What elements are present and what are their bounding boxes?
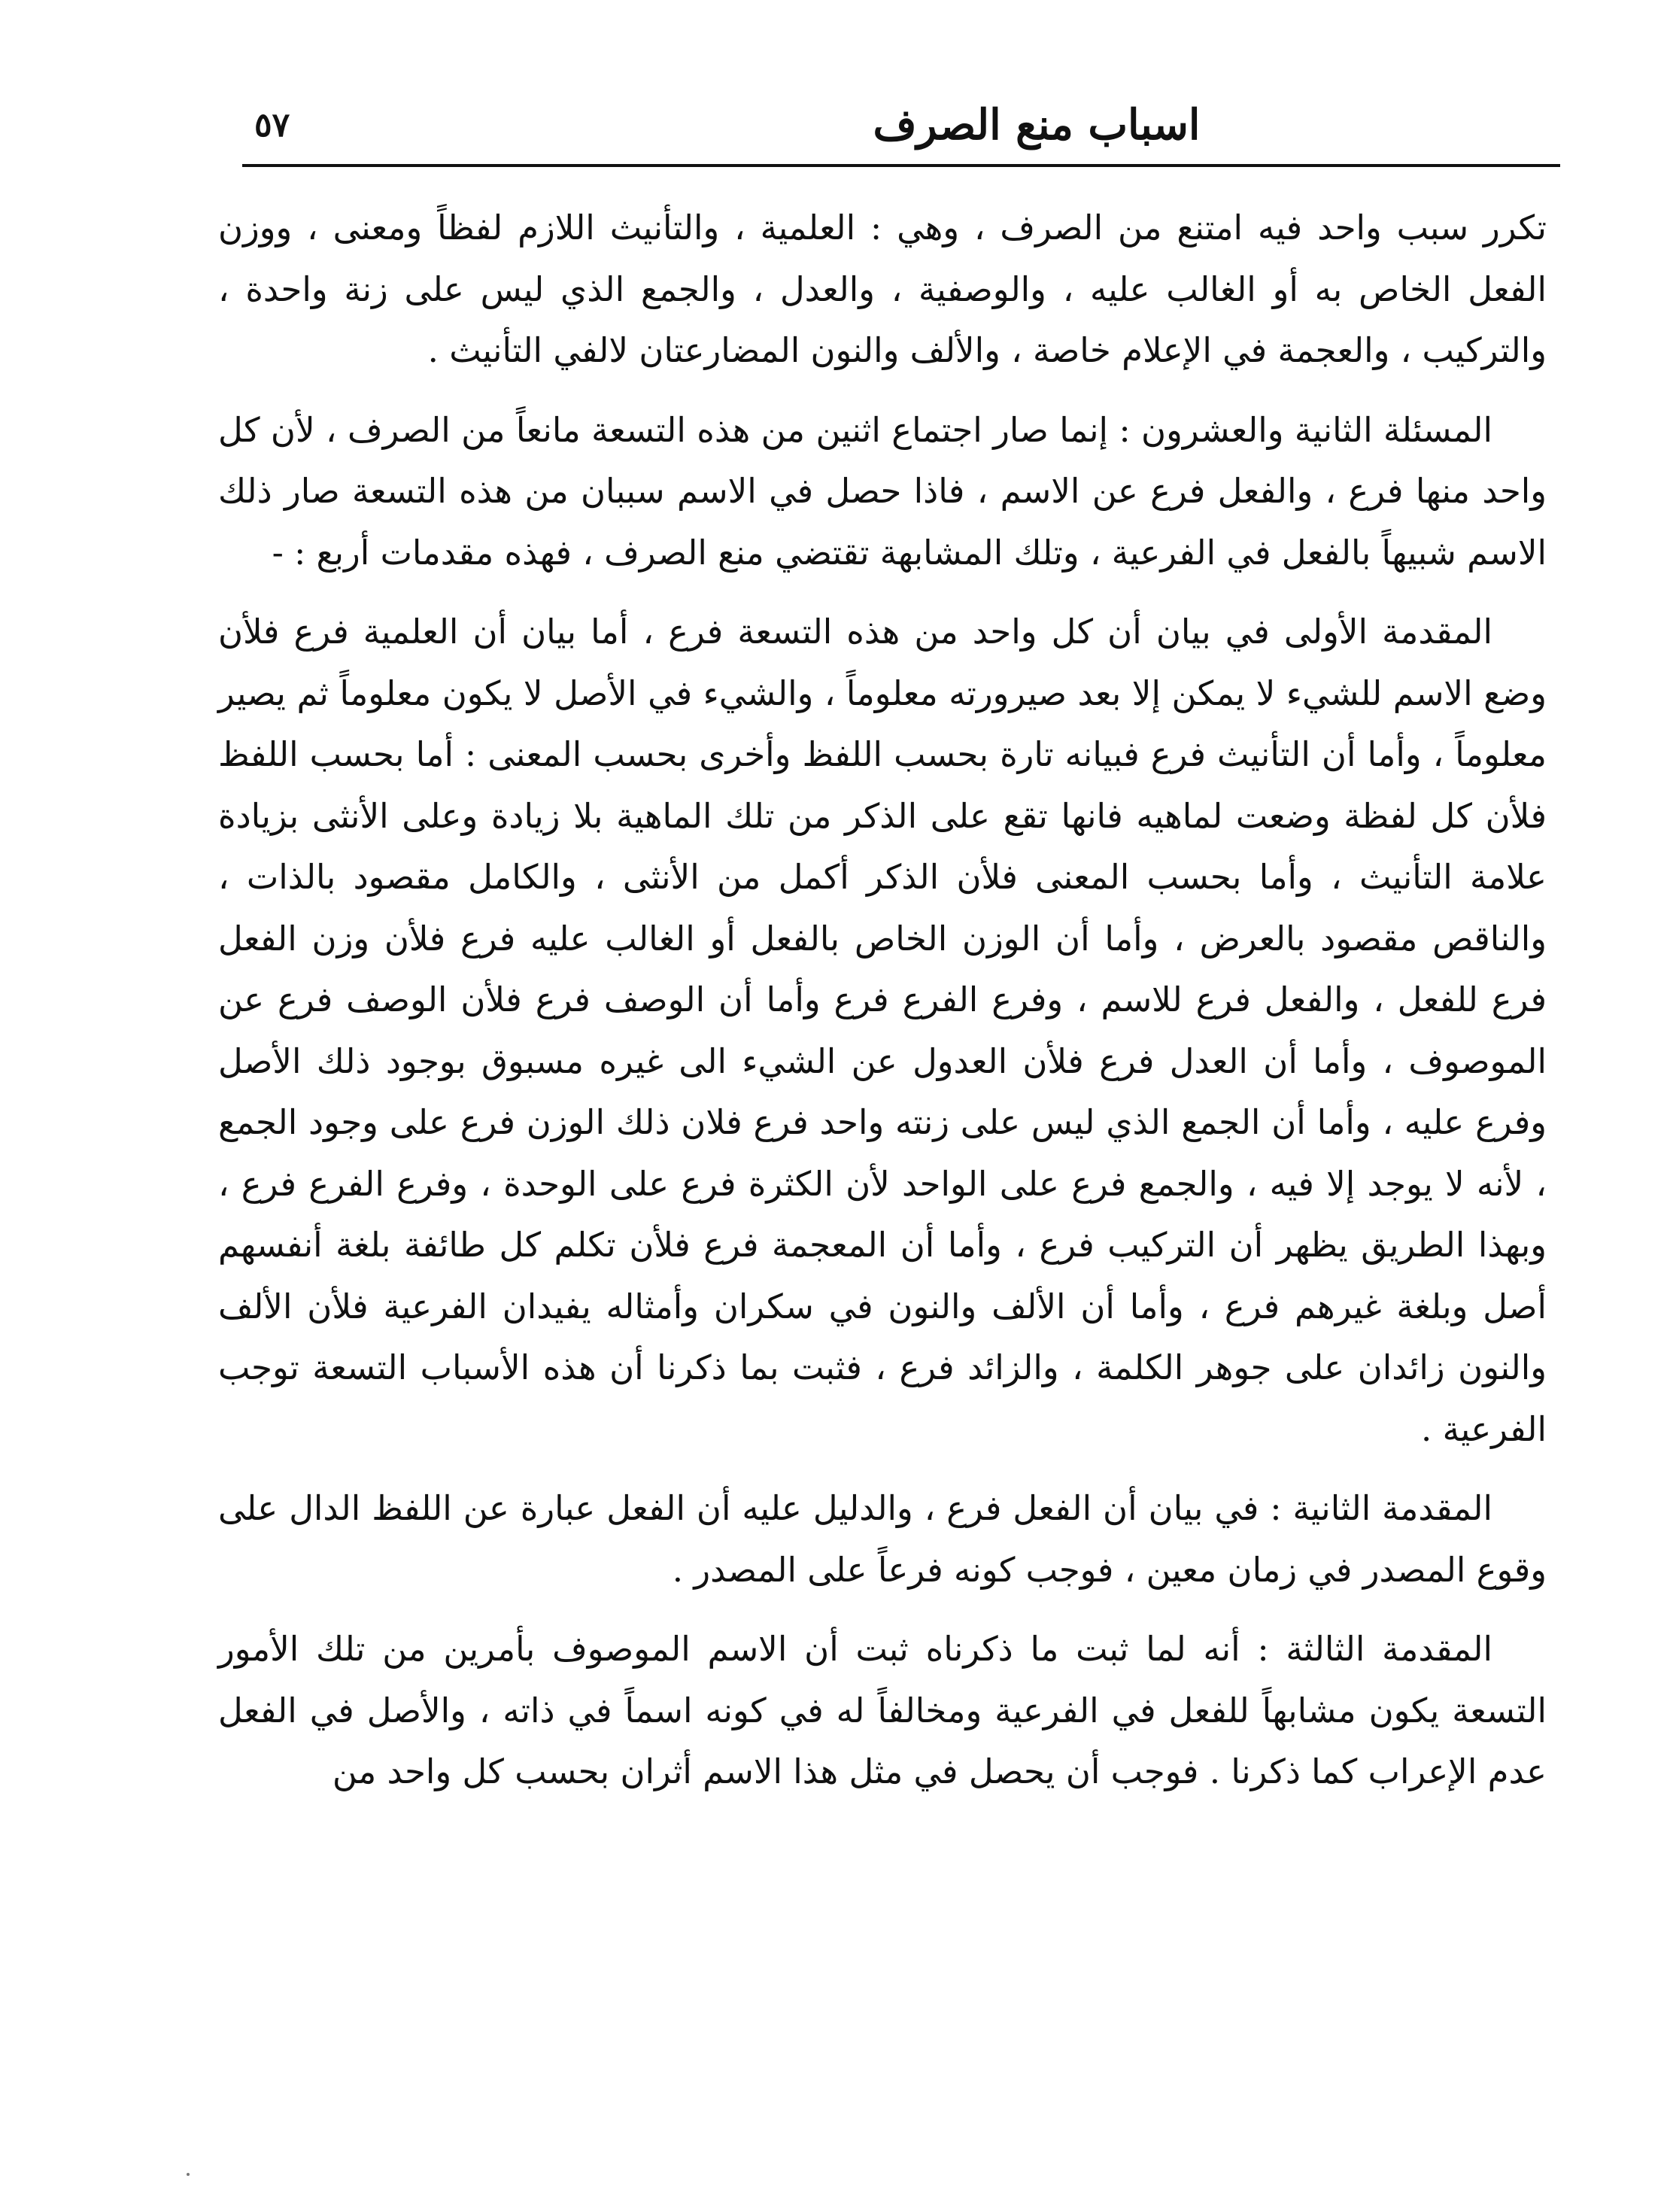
header-rule [242,164,1560,167]
page-number: ٥٧ [254,106,290,144]
paragraph-1: تكرر سبب واحد فيه امتنع من الصرف ، وهي : العلمية ، والتأنيث اللازم لفظاً ومعنى ، ووزن الفعل الخاص به أو الغالب عليه ، والوصفية ، والعدل ، والجمع الذي ليس على زنة واحدة ، والتركيب ، والعجمة في الإعلام خاصة ، والألف والنون المضارعتان لالفي التأنيث . [218,208,1547,370]
running-title: اسباب منع الصرف [873,100,1201,150]
page-header [242,89,1560,161]
paragraph-2: المسئلة الثانية والعشرون : إنما صار اجتماع اثنين من هذه التسعة مانعاً من الصرف ، لأن كل واحد منها فرع ، والفعل فرع عن الاسم ، فاذا حصل في الاسم سببان من هذه التسعة صار ذلك الاسم شبيهاً بالفعل في الفرعية ، وتلك المشابهة تقتضي منع الصرف ، فهذه مقدمات أربع : - [218,409,1547,573]
body-text [218,197,1547,1821]
paragraph-3: المقدمة الأولى في بيان أن كل واحد من هذه التسعة فرع ، أما بيان أن العلمية فرع فلأن وضع الاسم للشيء لا يمكن إلا بعد صيرورته معلوماً ، والشيء في الأصل لا يكون معلوماً ثم يصير معلوماً ، وأما أن التأنيث فرع فبيانه تارة بحسب اللفظ وأخرى بحسب المعنى : أما بحسب اللفظ فلأن كل لفظة وضعت لماهيه فانها تقع على الذكر من تلك الماهية بلا زيادة وعلى الأنثى بزيادة علامة التأنيث ، وأما بحسب المعنى فلأن الذكر أكمل من الأنثى ، والكامل مقصود بالذات ، والناقص مقصود بالعرض ، وأما أن الوزن الخاص بالفعل أو الغالب عليه فرع فلأن وزن الفعل فرع للفعل ، والفعل فرع للاسم ، وفرع الفرع فرع وأما أن الوصف فرع فلأن الوصف فرع عن الموصوف ، وأما أن العدل فرع فلأن العدول عن الشيء الى غيره مسبوق بوجود ذلك الأصل وفرع عليه ، وأما أن الجمع الذي ليس على زنته واحد فرع فلان ذلك الوزن فرع على وجود الجمع ، لأنه لا يوجد إلا فيه ، والجمع فرع على الواحد لأن الكثرة فرع على الوحدة ، وفرع الفرع فرع ، وبهذا الطريق يظهر أن التركيب فرع ، وأما أن المعجمة فرع فلأن تكلم كل طائفة بلغة أنفسهم أصل وبلغة غيرهم فرع ، وأما أن الألف والنون في سكران وأمثاله يفيدان الفرعية فلأن الألف والنون زائدان على جوهر الكلمة ، والزائد فرع ، فثبت بما ذكرنا أن هذه الأسباب التسعة توجب الفرعية . [218,612,1547,1449]
paragraph-4: المقدمة الثانية : في بيان أن الفعل فرع ، والدليل عليه أن الفعل عبارة عن اللفظ الدال على وقوع المصدر في زمان معين ، فوجب كونه فرعاً على المصدر . [218,1488,1547,1590]
paragraph-5: المقدمة الثالثة : أنه لما ثبت ما ذكرناه ثبت أن الاسم الموصوف بأمرين من تلك الأمور التسعة يكون مشابهاً للفعل في الفرعية ومخالفاً له في كونه اسماً في ذاته ، والأصل في الفعل عدم الإعراب كما ذكرنا . فوجب أن يحصل في مثل هذا الاسم أثران بحسب كل واحد من [218,1629,1547,1791]
scan-speck [187,2173,190,2176]
